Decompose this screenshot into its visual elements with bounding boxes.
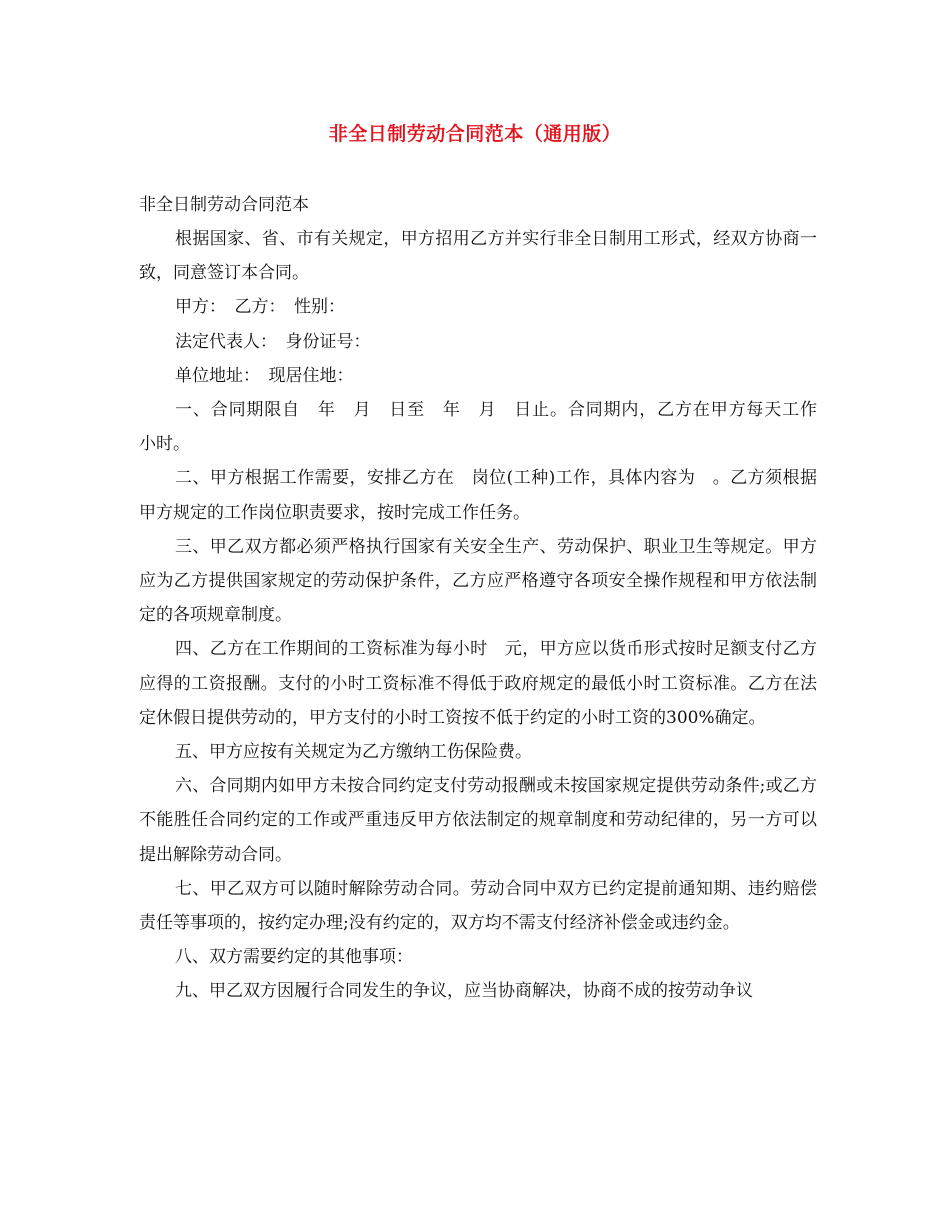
paragraph-clause-8: 八、双方需要约定的其他事项：	[175, 947, 413, 968]
paragraph-address: 单位地址： 现居住地：	[175, 365, 354, 386]
paragraph-intro: 根据国家、省、市有关规定，甲方招用乙方并实行非全日制用工形式，经双方协商一致，同意签订本合同。	[139, 229, 817, 284]
document-title: 非全日制劳动合同范本（通用版）	[328, 123, 622, 145]
paragraph-clause-7: 七、甲乙双方可以随时解除劳动合同。劳动合同中双方已约定提前通知期、违约赔偿责任等事项的，按约定办理;没有约定的，双方均不需支付经济补偿金或违约金。	[139, 878, 817, 934]
document-body	[139, 188, 834, 1009]
paragraph-clause-9: 九、甲乙双方因履行合同发生的争议，应当协商解决，协商不成的按劳动争议	[175, 981, 753, 1002]
document-subtitle: 非全日制劳动合同范本	[139, 195, 309, 215]
paragraph-clause-1: 一、合同期限自 年 月 日至 年 月 日止。合同期内，乙方在甲方每天工作 小时。	[139, 400, 834, 455]
paragraph-clause-4: 四、乙方在工作期间的工资标准为每小时 元，甲方应以货币形式按时足额支付乙方应得的工资报酬。支付的小时工资标准不得低于政府规定的最低小时工资标准。乙方在法定休假日提供劳动的，甲方支付的小时工资按不低于约定的小时工资的300%确定。	[139, 639, 817, 728]
paragraph-clause-6: 六、合同期内如甲方未按合同约定支付劳动报酬或未按国家规定提供劳动条件;或乙方不能胜任合同约定的工作或严重违反甲方依法制定的规章制度和劳动纪律的，另一方可以提出解除劳动合同。	[139, 776, 817, 865]
paragraph-clause-5: 五、甲方应按有关规定为乙方缴纳工伤保险费。	[175, 742, 532, 763]
paragraph-clause-2: 二、甲方根据工作需要，安排乙方在 岗位(工种)工作，具体内容为 。乙方须根据甲方规定的工作岗位职责要求，按时完成工作任务。	[139, 468, 817, 523]
paragraph-party-a-b: 甲方： 乙方： 性别：	[175, 297, 345, 318]
paragraph-legal-rep: 法定代表人： 身份证号：	[175, 331, 371, 352]
paragraph-clause-3: 三、甲乙双方都必须严格执行国家有关安全生产、劳动保护、职业卫生等规定。甲方应为乙方提供国家规定的劳动保护条件，乙方应严格遵守各项安全操作规程和甲方依法制定的各项规章制度。	[139, 536, 817, 626]
